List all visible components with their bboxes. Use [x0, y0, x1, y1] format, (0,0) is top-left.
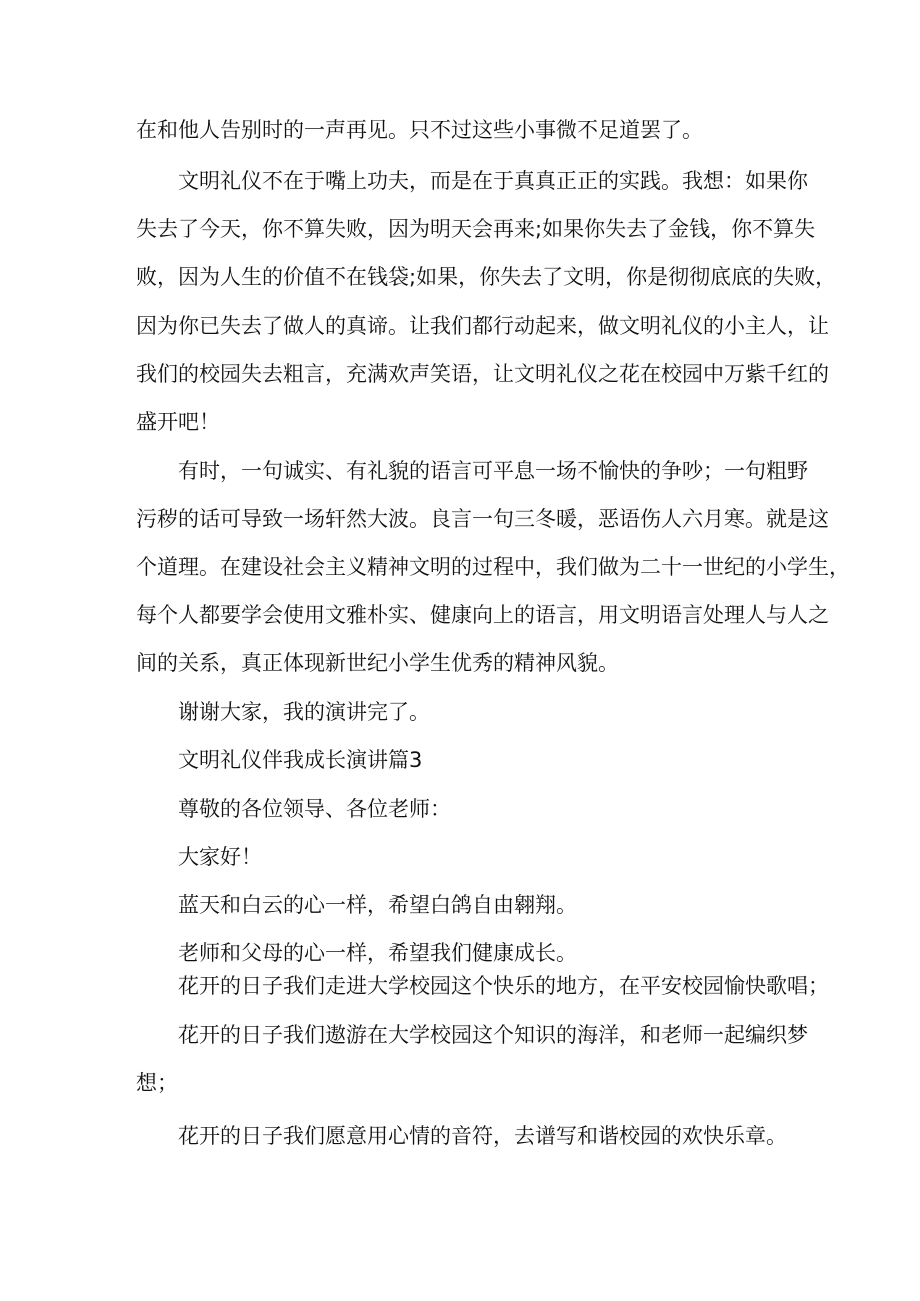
text-line: 在和他人告别时的一声再见。只不过这些小事微不足道罢了。	[136, 118, 703, 142]
greeting-line: 大家好！	[178, 845, 262, 869]
paragraph-start-line: 文明礼仪不在于嘴上功夫，而是在于真真正正的实践。我想：如果你	[178, 169, 808, 193]
closing-line: 谢谢大家，我的演讲完了。	[178, 700, 430, 724]
text-line: 因为你已失去了做人的真谛。让我们都行动起来，做文明礼仪的小主人，让	[136, 314, 829, 338]
text-line: 盛开吧！	[136, 410, 220, 434]
text-line: 个道理。在建设社会主义精神文明的过程中，我们做为二十一世纪的小学生，	[136, 555, 850, 579]
text-line: 我们的校园失去粗言，充满欢声笑语，让文明礼仪之花在校园中万紫千红的	[136, 362, 829, 386]
text-line: 想；	[136, 1071, 178, 1095]
text-line: 间的关系，真正体现新世纪小学生优秀的精神风貌。	[136, 651, 619, 675]
salutation-line: 尊敬的各位领导、各位老师：	[178, 797, 451, 821]
section-heading: 文明礼仪伴我成长演讲篇3	[178, 748, 423, 772]
text-line: 花开的日子我们愿意用心情的音符，去谱写和谐校园的欢快乐章。	[178, 1124, 787, 1148]
text-line: 花开的日子我们遨游在大学校园这个知识的海洋，和老师一起编织梦	[178, 1023, 808, 1047]
paragraph-start-line: 有时，一句诚实、有礼貌的语言可平息一场不愉快的争吵；一句粗野	[178, 459, 808, 483]
text-line: 污秽的话可导致一场轩然大波。良言一句三冬暖，恶语伤人六月寒。就是这	[136, 507, 829, 531]
text-line: 花开的日子我们走进大学校园这个快乐的地方，在平安校园愉快歌唱；	[178, 974, 829, 998]
text-line: 每个人都要学会使用文雅朴实、健康向上的语言，用文明语言处理人与人之	[136, 603, 829, 627]
text-line: 失去了今天，你不算失败，因为明天会再来;如果你失去了金钱，你不算失	[136, 217, 816, 241]
text-line: 老师和父母的心一样，希望我们健康成长。	[178, 941, 577, 965]
text-line: 蓝天和白云的心一样，希望白鸽自由翱翔。	[178, 893, 577, 917]
text-line: 败，因为人生的价值不在钱袋;如果，你失去了文明，你是彻彻底底的失败，	[136, 265, 837, 289]
